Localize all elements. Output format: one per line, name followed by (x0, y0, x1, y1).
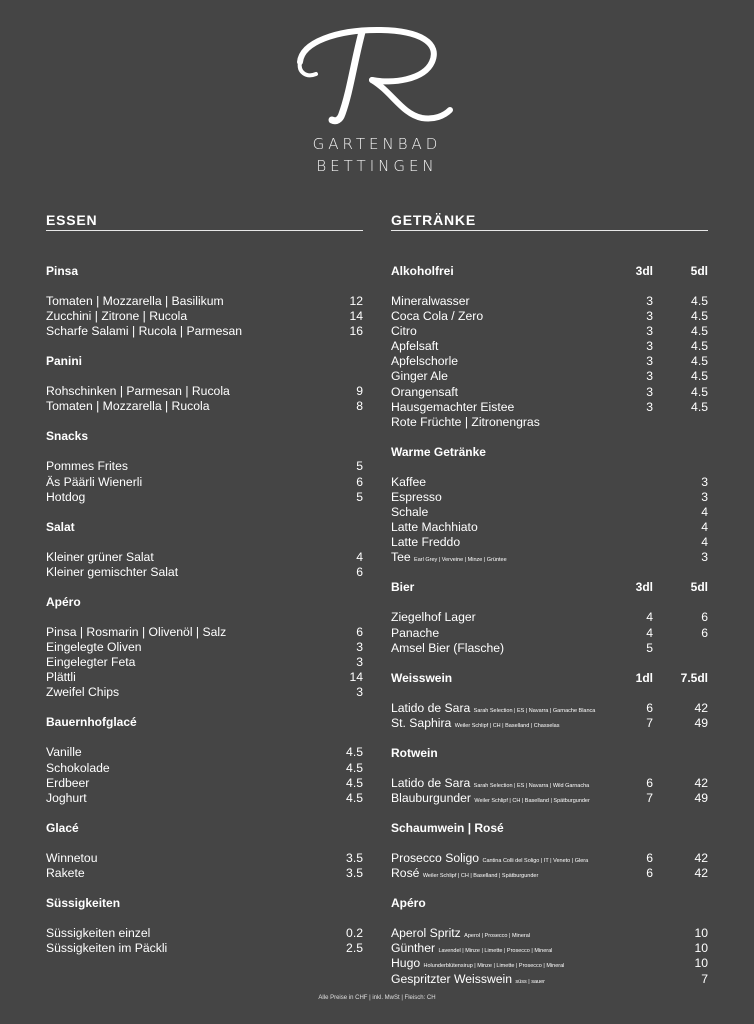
section-gap (391, 881, 708, 896)
section-title (391, 580, 708, 595)
menu-item (46, 685, 363, 700)
menu-item (391, 505, 708, 520)
item-name: Süssigkeiten im Päckli (46, 941, 168, 956)
menu-item (391, 490, 708, 505)
item-name: Apfelsaft (391, 339, 439, 354)
section-title (391, 264, 708, 279)
item-name: Blauburgunder (391, 790, 471, 805)
item-price: 14 (349, 670, 363, 685)
size-header-large: 5dl (690, 580, 708, 595)
essen-title: ESSEN (46, 212, 363, 231)
item-name: Kaffee (391, 474, 427, 489)
item-name: Espresso (391, 489, 442, 504)
item-price: 4.5 (346, 745, 363, 760)
item-name: Rohschinken | Parmesan | Rucola (46, 384, 230, 399)
section-gap (46, 700, 363, 715)
section-gap (391, 656, 708, 671)
section-title-text: Glacé (46, 820, 79, 835)
item-price-large: 42 (694, 866, 708, 881)
menu-item (46, 926, 363, 941)
item-detail: Aperol | Prosecco | Mineral (464, 933, 530, 940)
item-name: Mineralwasser (391, 294, 470, 308)
item-name: Winnetou (46, 850, 98, 865)
item-price: 3.5 (346, 850, 363, 865)
item-name: Pinsa | Rosmarin | Olivenöl | Salz (46, 624, 227, 639)
item-detail: Sarah Selection | ES | Navarra | Wild Garnacha (473, 782, 590, 789)
item-price: 5 (356, 489, 363, 504)
item-detail: Earl Grey | Verveine | Minze | Grüntee (414, 557, 507, 564)
section-title (46, 520, 363, 535)
item-price-small: 3 (646, 354, 653, 369)
size-header-small: 3dl (635, 264, 653, 278)
section-title-text: Salat (46, 519, 75, 534)
menu-item (391, 339, 708, 354)
item-price-small: 6 (646, 775, 653, 790)
item-price-large: 10 (694, 926, 708, 941)
menu-item (391, 956, 708, 971)
section-gap (46, 505, 363, 520)
footer-note: Alle Preise in CHF | inkl. MwSt | Fleisch: CH (318, 995, 436, 1001)
item-price-large: 4.5 (691, 309, 708, 324)
logo-r-icon (292, 9, 462, 127)
menu-item (391, 369, 708, 384)
menu-item (46, 565, 363, 580)
menu-item (46, 459, 363, 474)
item-name: Vanille (46, 745, 82, 760)
section-title (46, 821, 363, 836)
item-price-small: 3 (646, 309, 653, 324)
menu-item (391, 354, 708, 369)
item-name: Tomaten | Mozzarella | Basilikum (46, 294, 224, 308)
item-price-small: 3 (646, 324, 653, 339)
item-price-large: 6 (701, 625, 708, 640)
menu-item (46, 776, 363, 791)
item-price-large: 4.5 (691, 369, 708, 384)
item-name: Hotdog (46, 489, 86, 504)
section-gap (391, 565, 708, 580)
size-header-large: 7.5dl (680, 670, 708, 685)
section-title-text: Süssigkeiten (46, 895, 121, 910)
item-name: Rosé (391, 866, 420, 881)
menu-section (46, 896, 363, 971)
menu-section (391, 445, 708, 581)
section-title-text: Apéro (46, 594, 81, 609)
item-name: Tomaten | Mozzarella | Rucola (46, 399, 210, 414)
brand-line2: BETTINGEN (316, 157, 438, 175)
item-price-large: 4 (701, 505, 708, 520)
item-name: Hugo (391, 956, 421, 971)
menu-item (46, 670, 363, 685)
menu-item (391, 610, 708, 625)
section-title (391, 896, 708, 911)
item-name: Eingelegter Feta (46, 655, 136, 670)
item-price-large: 3 (701, 550, 708, 565)
item-name: Latte Machhiato (391, 520, 478, 535)
item-price-large: 10 (694, 956, 708, 971)
section-gap (391, 806, 708, 821)
item-name: Latido de Sara (391, 700, 471, 715)
menu-item (46, 399, 363, 414)
item-price: 4 (356, 549, 363, 564)
section-title (46, 896, 363, 911)
item-detail: Sarah Selection | ES | Navarra | Garnache Blanca (473, 707, 596, 714)
section-title-text: Weisswein (391, 670, 453, 685)
item-name: Latido de Sara (391, 775, 471, 790)
item-price-large: 4.5 (691, 354, 708, 369)
section-gap (391, 430, 708, 445)
menu-item (391, 941, 708, 956)
section-title-text: Bauernhofglacé (46, 715, 137, 730)
item-price-small: 3 (646, 399, 653, 414)
logo-letter: R (292, 9, 304, 26)
menu-section (391, 264, 708, 445)
item-name: Zweifel Chips (46, 685, 120, 700)
item-name: Kleiner gemischter Salat (46, 564, 179, 579)
section-gap (46, 806, 363, 821)
menu-section (391, 746, 708, 821)
menu-section (391, 580, 708, 670)
item-price-large: 4.5 (691, 294, 708, 308)
item-price: 14 (349, 309, 363, 324)
menu-item (46, 655, 363, 670)
section-title-text: Pinsa (46, 264, 79, 278)
section-title (46, 354, 363, 369)
menu-item (391, 791, 708, 806)
item-name: Prosecco Soligo (391, 851, 480, 866)
item-price: 9 (356, 384, 363, 399)
item-price-large: 3 (701, 474, 708, 489)
section-title (391, 445, 708, 460)
item-price-large: 42 (694, 775, 708, 790)
section-title-text: Schaumwein | Rosé (391, 821, 504, 836)
menu-item (391, 535, 708, 550)
item-name: Schale (391, 505, 429, 520)
item-price: 3 (356, 640, 363, 655)
item-price-large: 42 (694, 700, 708, 715)
menu-item (391, 475, 708, 490)
brand-line1: GARTENBAD (312, 135, 442, 153)
menu-item (46, 309, 363, 324)
menu-item (46, 761, 363, 776)
menu-item (46, 791, 363, 806)
item-name: Schokolade (46, 760, 110, 775)
item-name: Süssigkeiten einzel (46, 925, 151, 940)
menu-item (46, 851, 363, 866)
section-title-text: Alkoholfrei (391, 264, 454, 278)
item-price: 6 (356, 564, 363, 579)
menu-item (391, 324, 708, 339)
menu-item (391, 400, 708, 415)
item-name: Gespritzter Weisswein (391, 971, 513, 986)
item-price-small: 5 (646, 640, 653, 655)
menu-item (46, 490, 363, 505)
menu-item (391, 641, 708, 656)
size-header-small: 1dl (635, 670, 653, 685)
item-name: Ziegelhof Lager (391, 610, 476, 625)
menu-item (46, 294, 363, 309)
menu-item (46, 324, 363, 339)
menu-item (391, 926, 708, 941)
item-price: 3 (356, 685, 363, 700)
section-gap (46, 339, 363, 354)
item-price-small: 3 (646, 339, 653, 354)
section-gap (391, 731, 708, 746)
item-detail: Holunderblütensirup | Minze | Limette | Prosecco | Mineral (423, 963, 565, 970)
item-price-small: 4 (646, 625, 653, 640)
menu-item (46, 941, 363, 956)
item-name: Coca Cola / Zero (391, 309, 484, 324)
size-header-large: 5dl (690, 264, 708, 278)
item-price-large: 7 (701, 971, 708, 986)
item-price: 4.5 (346, 760, 363, 775)
menu-item (46, 866, 363, 881)
item-price-large: 3 (701, 489, 708, 504)
item-name: Eingelegte Oliven (46, 640, 142, 655)
item-name: Tee (391, 550, 411, 565)
item-price-large: 4.5 (691, 384, 708, 399)
getraenke-column (391, 212, 708, 1002)
item-price-small: 6 (646, 851, 653, 866)
item-name: Latte Freddo (391, 535, 461, 550)
item-price: 4.5 (346, 775, 363, 790)
menu-section (46, 264, 363, 354)
item-price: 2.5 (346, 941, 363, 956)
menu-item (391, 701, 708, 716)
section-title-text: Snacks (46, 429, 89, 444)
item-price-small: 3 (646, 369, 653, 384)
section-gap (46, 414, 363, 429)
item-name: Erdbeer (46, 775, 90, 790)
menu-item (391, 626, 708, 641)
section-gap (46, 881, 363, 896)
section-title (391, 821, 708, 836)
menu-item (46, 640, 363, 655)
item-detail: Weiler Schlipf | CH | Baselland | Spätburgunder (474, 797, 590, 804)
menu-item (46, 550, 363, 565)
item-name: Hausgemachter Eistee (391, 399, 515, 414)
item-price-large: 4.5 (691, 399, 708, 414)
logo (0, 9, 754, 177)
section-title (46, 715, 363, 730)
item-name: Panache (391, 625, 440, 640)
item-name: Scharfe Salami | Rucola | Parmesan (46, 324, 242, 339)
menu-item (46, 745, 363, 760)
item-price-small: 7 (646, 790, 653, 805)
item-name: Joghurt (46, 790, 87, 805)
menu-section (391, 896, 708, 1001)
essen-sections (46, 264, 363, 971)
item-name: Zucchini | Zitrone | Rucola (46, 309, 188, 324)
item-price-large: 4 (701, 535, 708, 550)
item-price: 12 (349, 294, 363, 308)
getraenke-sections (391, 264, 708, 1002)
section-title-text: Rotwein (391, 745, 438, 760)
item-price: 6 (356, 624, 363, 639)
menu-item (46, 475, 363, 490)
section-title (391, 671, 708, 686)
item-price-small: 7 (646, 715, 653, 730)
item-name: Plättli (46, 670, 76, 685)
menu-item (46, 625, 363, 640)
item-name: Aperol Spritz (391, 926, 461, 941)
item-name: Apfelschorle (391, 354, 459, 369)
item-name: Rote Früchte | Zitronengras (391, 414, 540, 429)
item-price-small: 3 (646, 384, 653, 399)
size-header-small: 3dl (635, 580, 653, 595)
item-price: 8 (356, 399, 363, 414)
item-name: Kleiner grüner Salat (46, 549, 154, 564)
menu-item (391, 294, 708, 309)
item-name: Rakete (46, 865, 85, 880)
item-price: 3.5 (346, 865, 363, 880)
menu-item (391, 866, 708, 881)
item-name: Ginger Ale (391, 369, 448, 384)
menu-section (391, 821, 708, 896)
item-price: 5 (356, 459, 363, 474)
menu-item (391, 776, 708, 791)
item-price-large: 4 (701, 520, 708, 535)
item-name: Günther (391, 941, 436, 956)
menu-section (46, 821, 363, 896)
item-detail: süss | sauer (515, 978, 545, 985)
item-detail: Lavendel | Minze | Limette | Prosecco | Mineral (438, 948, 553, 955)
item-name: Orangensaft (391, 384, 459, 399)
menu-item (46, 384, 363, 399)
item-price-small: 4 (646, 610, 653, 625)
item-price: 16 (349, 324, 363, 339)
item-price-small: 6 (646, 700, 653, 715)
item-price-small: 3 (646, 294, 653, 308)
section-gap (46, 956, 363, 971)
essen-column (46, 212, 363, 971)
section-title (46, 429, 363, 444)
menu-item (391, 520, 708, 535)
section-title-text: Panini (46, 354, 83, 369)
item-name: Pommes Frites (46, 459, 128, 474)
menu-item (391, 851, 708, 866)
item-price: 0.2 (346, 925, 363, 940)
menu-item (391, 385, 708, 400)
item-price-large: 6 (701, 610, 708, 625)
menu-item (391, 415, 708, 430)
menu-item (391, 716, 708, 731)
item-price-large: 4.5 (691, 324, 708, 339)
section-title-text: Apéro (391, 896, 426, 911)
item-price: 3 (356, 655, 363, 670)
item-detail: Weiler Schlipf | CH | Baselland | Spätburgunder (422, 873, 539, 880)
item-detail: Weiler Schlipf | CH | Baselland | Chasselas (454, 722, 560, 729)
menu-section (46, 429, 363, 519)
section-title-text: Warme Getränke (391, 444, 486, 459)
menu-section (46, 520, 363, 595)
menu-section (46, 715, 363, 820)
section-title-text: Bier (391, 580, 415, 595)
item-name: Citro (391, 324, 417, 339)
item-detail: Cantina Colli del Soligo | IT | Veneto | Glera (482, 858, 589, 865)
item-price-small: 6 (646, 866, 653, 881)
item-name: St. Saphira (391, 715, 452, 730)
item-name: Äs Päärli Wienerli (46, 474, 143, 489)
menu-section (46, 595, 363, 715)
item-price: 6 (356, 474, 363, 489)
item-price: 4.5 (346, 790, 363, 805)
item-price-large: 10 (694, 941, 708, 956)
item-name: Amsel Bier (Flasche) (391, 640, 505, 655)
item-price-large: 49 (694, 790, 708, 805)
section-title (46, 595, 363, 610)
menu-item (391, 972, 708, 987)
menu-item (391, 309, 708, 324)
menu-section (46, 354, 363, 429)
menu-item (391, 550, 708, 565)
section-title (391, 746, 708, 761)
menu-section (391, 671, 708, 746)
getraenke-title: GETRÄNKE (391, 212, 708, 231)
item-price-large: 42 (694, 851, 708, 866)
item-price-large: 4.5 (691, 339, 708, 354)
section-gap (46, 580, 363, 595)
item-price-large: 49 (694, 715, 708, 730)
section-title (46, 264, 363, 279)
